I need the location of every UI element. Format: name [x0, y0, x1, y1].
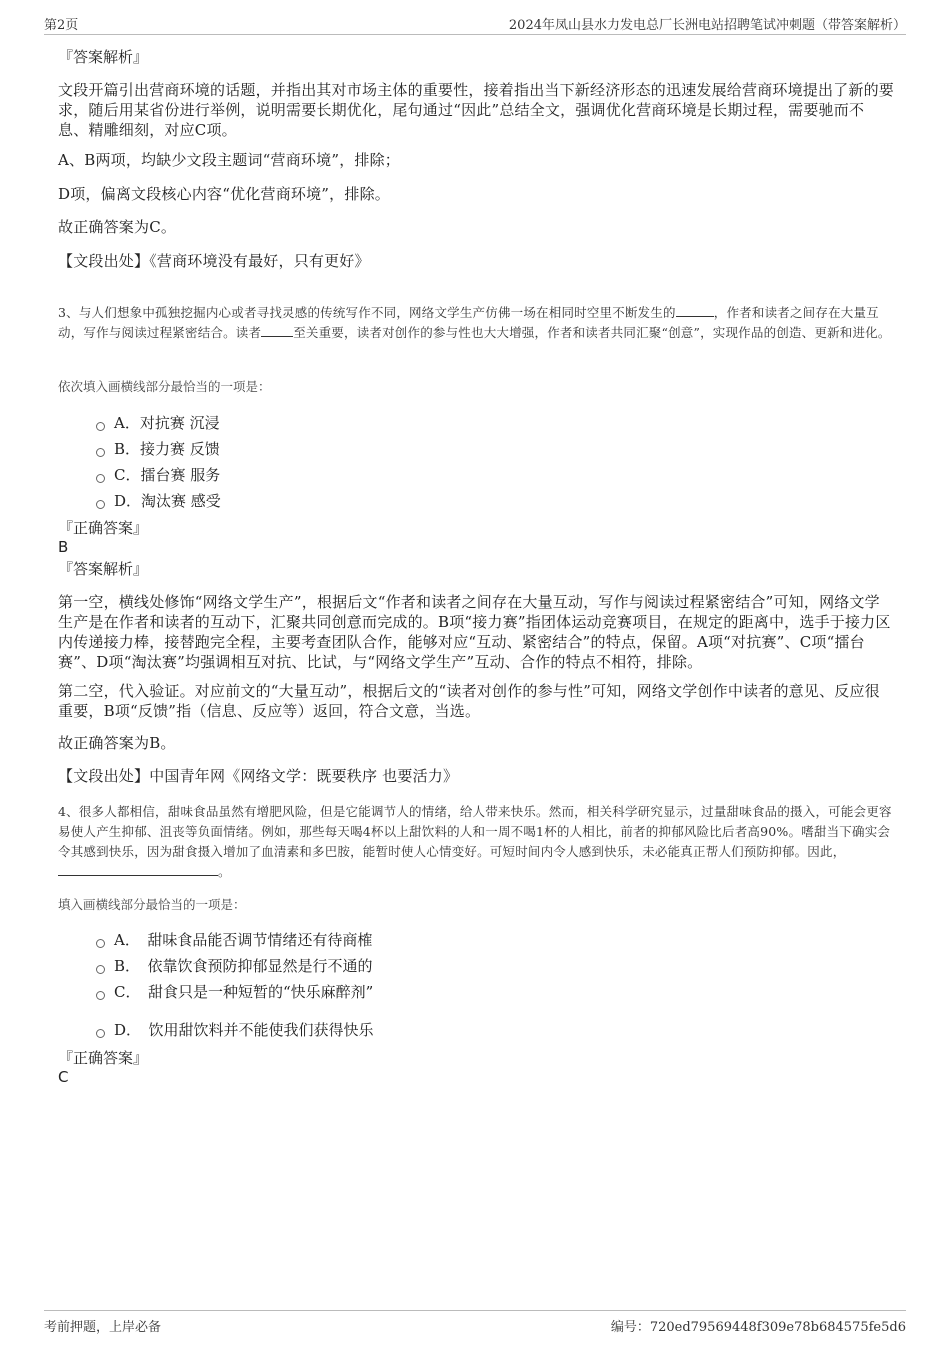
- q2-analysis-p1: 文段开篇引出营商环境的话题，并指出其对市场主体的重要性，接着指出当下新经济形态的迅速发展给营商环境提出了新的要求，随后用某省份进行举例，说明需要长期优化，尾句通过“因此”总结全文，强调优化营商环境是长期过程，需要驰而不息、精雕细刻，对应C项。: [58, 81, 895, 139]
- radio-icon[interactable]: [96, 991, 105, 1000]
- radio-icon[interactable]: [96, 500, 105, 509]
- q4-blank: [58, 863, 218, 876]
- q3-question-text: 3、与人们想象中孤独挖掘内心或者寻找灵感的传统写作不同，网络文学生产仿佛一场在相同时空里不断发生的 ，作者和读者之间存在大量互动，写作与阅读过程紧密结合。读者 至关重要，读者对创作的参与性也大大增强，作者和读者共同汇聚“创意”，实现作品的创造、更新和进化。: [58, 305, 891, 340]
- q3-prompt: 依次填入画横线部分最恰当的一项是：: [58, 379, 271, 394]
- radio-icon[interactable]: [96, 1029, 105, 1038]
- q3-analysis-label: 『答案解析』: [58, 560, 149, 578]
- page-number: 第2页: [44, 18, 79, 33]
- q2-analysis-p2: A、B两项，均缺少文段主题词“营商环境”，排除；: [58, 151, 400, 169]
- q3-blank-1: [676, 304, 714, 317]
- q4-option-d[interactable]: D． 饮用甜饮料并不能使我们获得快乐: [96, 1020, 374, 1040]
- q3-option-b[interactable]: B．接力赛 反馈: [96, 439, 220, 459]
- radio-icon[interactable]: [96, 965, 105, 974]
- document-title: 2024年凤山县水力发电总厂长洲电站招聘笔试冲刺题（带答案解析）: [508, 18, 906, 33]
- q4-question-text: 4、很多人都相信，甜味食品虽然有增肥风险，但是它能调节人的情绪，给人带来快乐。然而，相关科学研究显示，过量甜味食品的摄入，可能会更容易使人产生抑郁、沮丧等负面情绪。例如，那些每天喝4杯以上甜饮料的人和一周不喝1杯的人相比，前者的抑郁风险比后者高90%。嗜甜当下确实会令其感到快乐，因为甜食摄入增加了血清素和多巴胺，能暂时使人心情变好。可短时间内令人感到快乐，未必能真正帮人们预防抑郁。因此，。: [58, 804, 892, 879]
- q3-answer-label: 『正确答案』: [58, 519, 149, 537]
- q4-option-b[interactable]: B． 依靠饮食预防抑郁显然是行不通的: [96, 956, 373, 976]
- q2-analysis-p4: 故正确答案为C。: [58, 218, 177, 236]
- q3-answer: B: [58, 538, 69, 556]
- q3-option-d[interactable]: D．淘汰赛 感受: [96, 491, 221, 511]
- q3-blank-2: [261, 324, 293, 337]
- q4-option-a[interactable]: A． 甜味食品能否调节情绪还有待商榷: [96, 930, 372, 950]
- page-header: [44, 14, 906, 35]
- document-code: 编号：720ed79569448f309e78b684575fe5d6: [610, 1320, 906, 1335]
- q4-answer: C: [58, 1068, 69, 1086]
- q3-option-a[interactable]: A．对抗赛 沉浸: [96, 413, 220, 433]
- q4-prompt: 填入画横线部分最恰当的一项是：: [58, 897, 246, 912]
- q4-answer-label: 『正确答案』: [58, 1049, 149, 1067]
- q3-source: 【文段出处】中国青年网《网络文学：既要秩序 也要活力》: [58, 767, 459, 785]
- q3-analysis-p3: 故正确答案为B。: [58, 734, 176, 752]
- q3-analysis-p2: 第二空，代入验证。对应前文的“大量互动”，根据后文的“读者对创作的参与性”可知，网络文学创作中读者的意见、反应很重要，B项“反馈”指（信息、反应等）返回，符合文意，当选。: [58, 682, 880, 720]
- radio-icon[interactable]: [96, 448, 105, 457]
- radio-icon[interactable]: [96, 939, 105, 948]
- footer-slogan: 考前押题，上岸必备: [44, 1320, 162, 1335]
- q3-analysis-p1: 第一空，横线处修饰“网络文学生产”，根据后文“作者和读者之间存在大量互动，写作与阅读过程紧密结合”可知，网络文学生产是在作者和读者的互动下，汇聚共同创意而完成的。B项“接力赛”指团体运动竞赛项目，在规定的距离中，选手于接力区内传递接力棒，接替跑完全程，主要考查团队合作，能够对应“互动、紧密结合”的特点，保留。A项“对抗赛”、C项“擂台赛”、D项“淘汰赛”均强调相互对抗、比试，与“网络文学生产”互动、合作的特点不相符，排除。: [58, 593, 891, 671]
- q4-option-c[interactable]: C． 甜食只是一种短暂的“快乐麻醉剂”: [96, 982, 373, 1002]
- q2-analysis-label: 『答案解析』: [58, 48, 149, 66]
- q2-source: 【文段出处】《营商环境没有最好，只有更好》: [58, 252, 370, 270]
- q3-option-c[interactable]: C．擂台赛 服务: [96, 465, 220, 485]
- radio-icon[interactable]: [96, 474, 105, 483]
- page-footer: [44, 1310, 906, 1335]
- radio-icon[interactable]: [96, 422, 105, 431]
- q2-analysis-p3: D项，偏离文段核心内容“优化营商环境”，排除。: [58, 185, 390, 203]
